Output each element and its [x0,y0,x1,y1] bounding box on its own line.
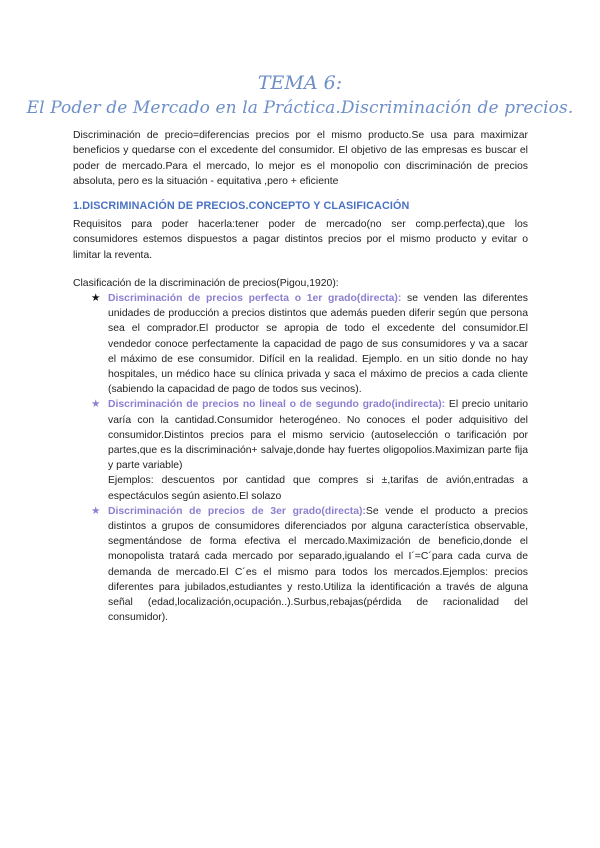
star-bullet-icon: ★ [91,504,101,517]
list-item-text: se venden las diferentes unidades de producción a precios distintos que además pueden diferir según que persona sea el comprador.El productor se apropia de todo el excedente del consumidor.El vendedor conoce perfectamente la capacidad de pago de sus consumidores y va a sacar el máximo de ese consumidor. Difícil en la realidad. Ejemplo. en un sitio donde no hay hospitales, un médico hace su clínica privada y saca el máximo de precios a cada cliente (sabiendo la capacidad de pago de todos sus vecinos). [108,293,529,396]
list-item-examples: Ejemplos: descuentos por cantidad que compres si ±,tarifas de avión,entradas a espectáculos según asiento.El solazo [108,475,528,502]
list-item [91,397,528,503]
classification-intro: Clasificación de la discriminación de precios(Pigou,1920): [73,278,339,289]
page-subtitle: El Poder de Mercado en la Práctica.Discriminación de precios. [26,98,574,118]
list-item-body [108,397,528,473]
list-item-term: Discriminación de precios de 3er grado(directa): [108,505,366,517]
section-heading: 1.DISCRIMINACIÓN DE PRECIOS.CONCEPTO Y CLASIFICACIÓN [73,200,410,212]
classification-list [91,291,528,625]
intro-paragraph: Discriminación de precio=diferencias precios por el mismo producto.Se usa para maximizar beneficios y quedarse con el excedente del consumidor. El objetivo de las empresas es buscar el poder de mercado.Para el mercado, lo mejor es el monopolio con discriminación de precios absoluta, pero es la situación - equitativa ,pero + eficiente [73,130,528,188]
list-item-body [108,291,528,397]
list-item-body [108,504,528,626]
star-bullet-icon: ★ [91,398,101,411]
list-item-term: Discriminación de precios no lineal o de segundo grado(indirecta): [108,399,446,411]
list-item-text: Se vende el producto a precios distintos a grupos de consumidores diferenciados por alguna característica observable, segmentándose de forma efectiva el mercado.Maximización de beneficio,donde el monopolista tratará cada mercado por separado,igualando el I´=C´para cada curva de demanda de mercado.El C´es el mismo para todos los mercados.Ejemplos: precios diferentes para jubilados,estudiantes y resto.Utiliza la identificación a través de alguna señal (edad,localización,ocupación..).Surbus,rebajas(pérdida de racionalidad del consumidor). [108,505,528,624]
star-bullet-icon: ★ [91,292,101,304]
list-item-text: El precio unitario varía con la cantidad.Consumidor heterogéneo. No conoces el poder adquisitivo del consumidor.Distintos precios para el mismo servicio (autoselección o tarificación por partes,que es la discriminación+ salvaje,donde hay fuertes oligopolios.Maximizan parte fija y parte variable) [108,399,529,472]
list-item [91,291,528,397]
requirements-paragraph: Requisitos para poder hacerla:tener poder de mercado(no ser comp.perfecta),que los consumidores estemos dispuestos a pagar distintos precios por el mismo producto y evitar o limitar la reventa. [73,219,528,261]
list-item [91,504,528,626]
page-title: TEMA 6: [257,72,343,94]
list-item-term: Discriminación de precios perfecta o 1er grado(directa): [108,293,402,304]
